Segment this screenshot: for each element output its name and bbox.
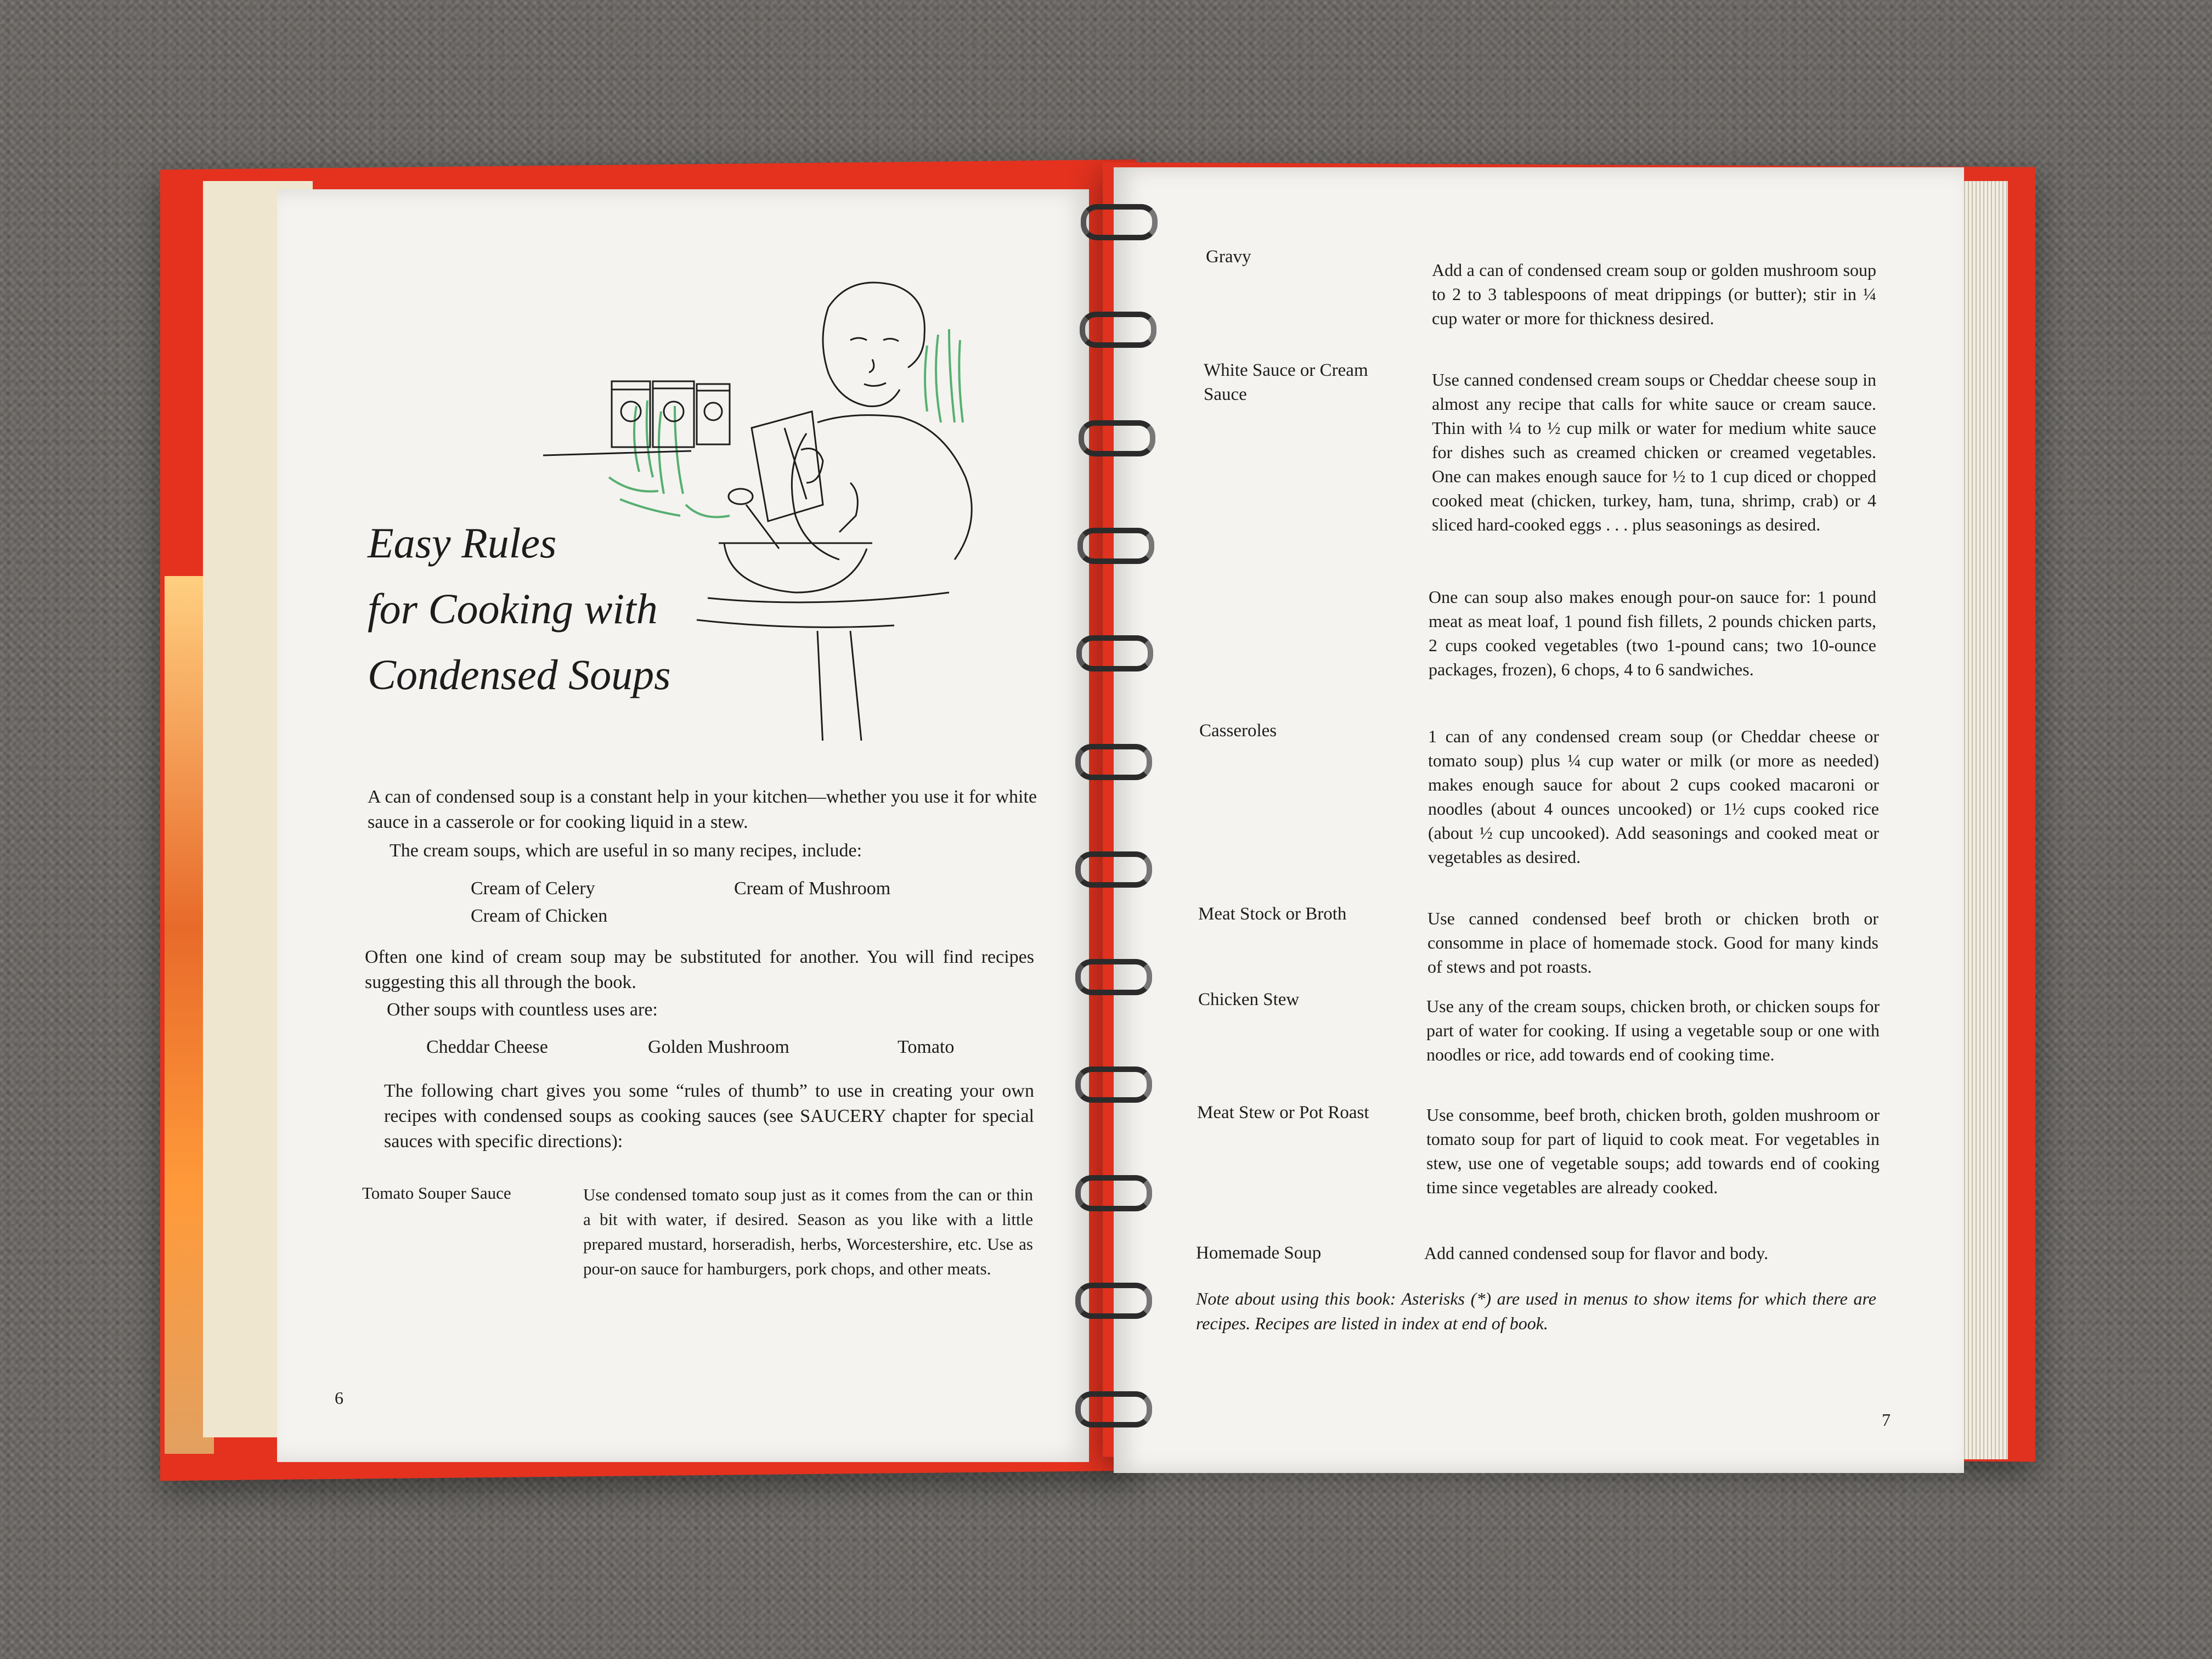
chart-term: Gravy: [1206, 247, 1251, 267]
spiral-coil: [1076, 635, 1153, 672]
soup-item: Golden Mushroom: [648, 1037, 789, 1057]
title-line-3: Condensed Soups: [368, 651, 671, 698]
chart-definition: One can soup also makes enough pour-on sauce for: 1 pound meat as meat loaf, 1 pound fish fillets, 2 pounds chicken parts, 2 cups cooked vegetables (two 1-pound cans; two 10-ounce packages, frozen), 6 chops, 4 to 6 sandwiches.: [1429, 587, 1876, 679]
chart-term: Meat Stew or Pot Roast: [1197, 1103, 1369, 1122]
title-line-1: Easy Rules: [368, 519, 557, 567]
title-line-2: for Cooking with: [368, 585, 658, 633]
chart-definition: Use any of the cream soups, chicken broth, or chicken soups for part of water for cooking. If using a vegetable soup or one with noodles or rice, add towards end of cooking time.: [1426, 996, 1880, 1064]
spiral-coil: [1075, 1066, 1152, 1103]
chart-term: White Sauce or Cream Sauce: [1204, 360, 1368, 404]
soup-item: Cream of Chicken: [471, 906, 608, 926]
chart-term: Tomato Souper Sauce: [362, 1183, 511, 1203]
chart-definition: Add canned condensed soup for flavor and body.: [1424, 1243, 1769, 1263]
soup-item: Cream of Mushroom: [734, 878, 891, 899]
chart-term: Casseroles: [1199, 721, 1277, 741]
chart-term: Chicken Stew: [1198, 990, 1300, 1009]
soup-item: Cream of Celery: [471, 878, 595, 899]
spiral-coil: [1075, 1391, 1152, 1427]
page-number: 6: [335, 1388, 343, 1408]
spiral-coil: [1079, 420, 1155, 456]
chart-definition: Use condensed tomato soup just as it comes from the can or thin a bit with water, if desired. Season as you like with a little prepared mustard, horseradish, herbs, Worcestershire, etc. Use as pour-on sauce for hamburgers, pork chops, and other meats.: [583, 1185, 1033, 1278]
cream-soups-lead: The cream soups, which are useful in so many recipes, include:: [390, 840, 862, 861]
chart-intro-paragraph: The following chart gives you some “rules of thumb” to use in creating your own recipes with condensed soups as cooking sauces (see SAUCERY chapter for special sauces with specific directions):: [384, 1081, 1034, 1152]
chart-definition: Use consomme, beef broth, chicken broth, golden mushroom or tomato soup for part of liquid to cook meat. For vegetables in stew, use one of vegetable soups; add towards end of cooking time since vegetables are already cooked.: [1426, 1105, 1880, 1197]
page-title: [368, 510, 795, 708]
spiral-coil: [1075, 1283, 1152, 1319]
spiral-coil: [1075, 744, 1152, 780]
other-soups-lead: Other soups with countless uses are:: [387, 1000, 658, 1020]
chart-definition: 1 can of any condensed cream soup (or Cheddar cheese or tomato soup) plus ¼ cup water or milk (or more as needed) makes enough sauce for about 2 cups cooked macaroni or noodles (about 4 ounces uncooked) or 1½ cups cooked rice (about ½ cup uncooked). Add seasonings and cooked meat or vegetables as desired.: [1428, 726, 1879, 867]
page-number: 7: [1882, 1410, 1891, 1430]
spiral-coil: [1080, 312, 1156, 348]
intro-paragraph: A can of condensed soup is a constant help in your kitchen—whether you use it for white sauce in a casserole or for cooking liquid in a stew.: [368, 787, 1037, 832]
chart-term: Homemade Soup: [1196, 1243, 1322, 1263]
chart-definition: Use canned condensed beef broth or chicken broth or consomme in place of homemade stock. Good for many kinds of stews and pot roasts.: [1427, 909, 1878, 977]
spiral-coil: [1077, 528, 1154, 564]
spiral-coil: [1075, 851, 1152, 888]
chart-term: Meat Stock or Broth: [1198, 904, 1347, 924]
spiral-coil: [1081, 204, 1158, 240]
soup-item: Tomato: [898, 1037, 955, 1057]
substitution-paragraph: Often one kind of cream soup may be substituted for another. You will find recipes suggesting this all through the book.: [365, 947, 1034, 992]
spiral-coil: [1075, 959, 1152, 995]
soup-item: Cheddar Cheese: [426, 1037, 548, 1057]
book-usage-note: Note about using this book: Asterisks (*) are used in menus to show items for which there are recipes. Recipes are listed in index at end of book.: [1196, 1289, 1876, 1333]
chart-definition: Use canned condensed cream soups or Cheddar cheese soup in almost any recipe that calls for white sauce or cream sauce. Thin with ¼ to ½ cup milk or water for medium white sauce for dishes such as creamed chicken or creamed vegetables. One can makes enough sauce for ½ to 1 cup diced or chopped cooked meat (chicken, turkey, ham, tuna, shrimp, crab) or 4 sliced hard-cooked eggs . . . plus seasonings as desired.: [1432, 370, 1876, 534]
spiral-coil: [1075, 1175, 1152, 1211]
chart-definition: Add a can of condensed cream soup or golden mushroom soup to 2 to 3 tablespoons of meat drippings (or butter); stir in ¼ cup water or more for thickness desired.: [1432, 260, 1876, 328]
